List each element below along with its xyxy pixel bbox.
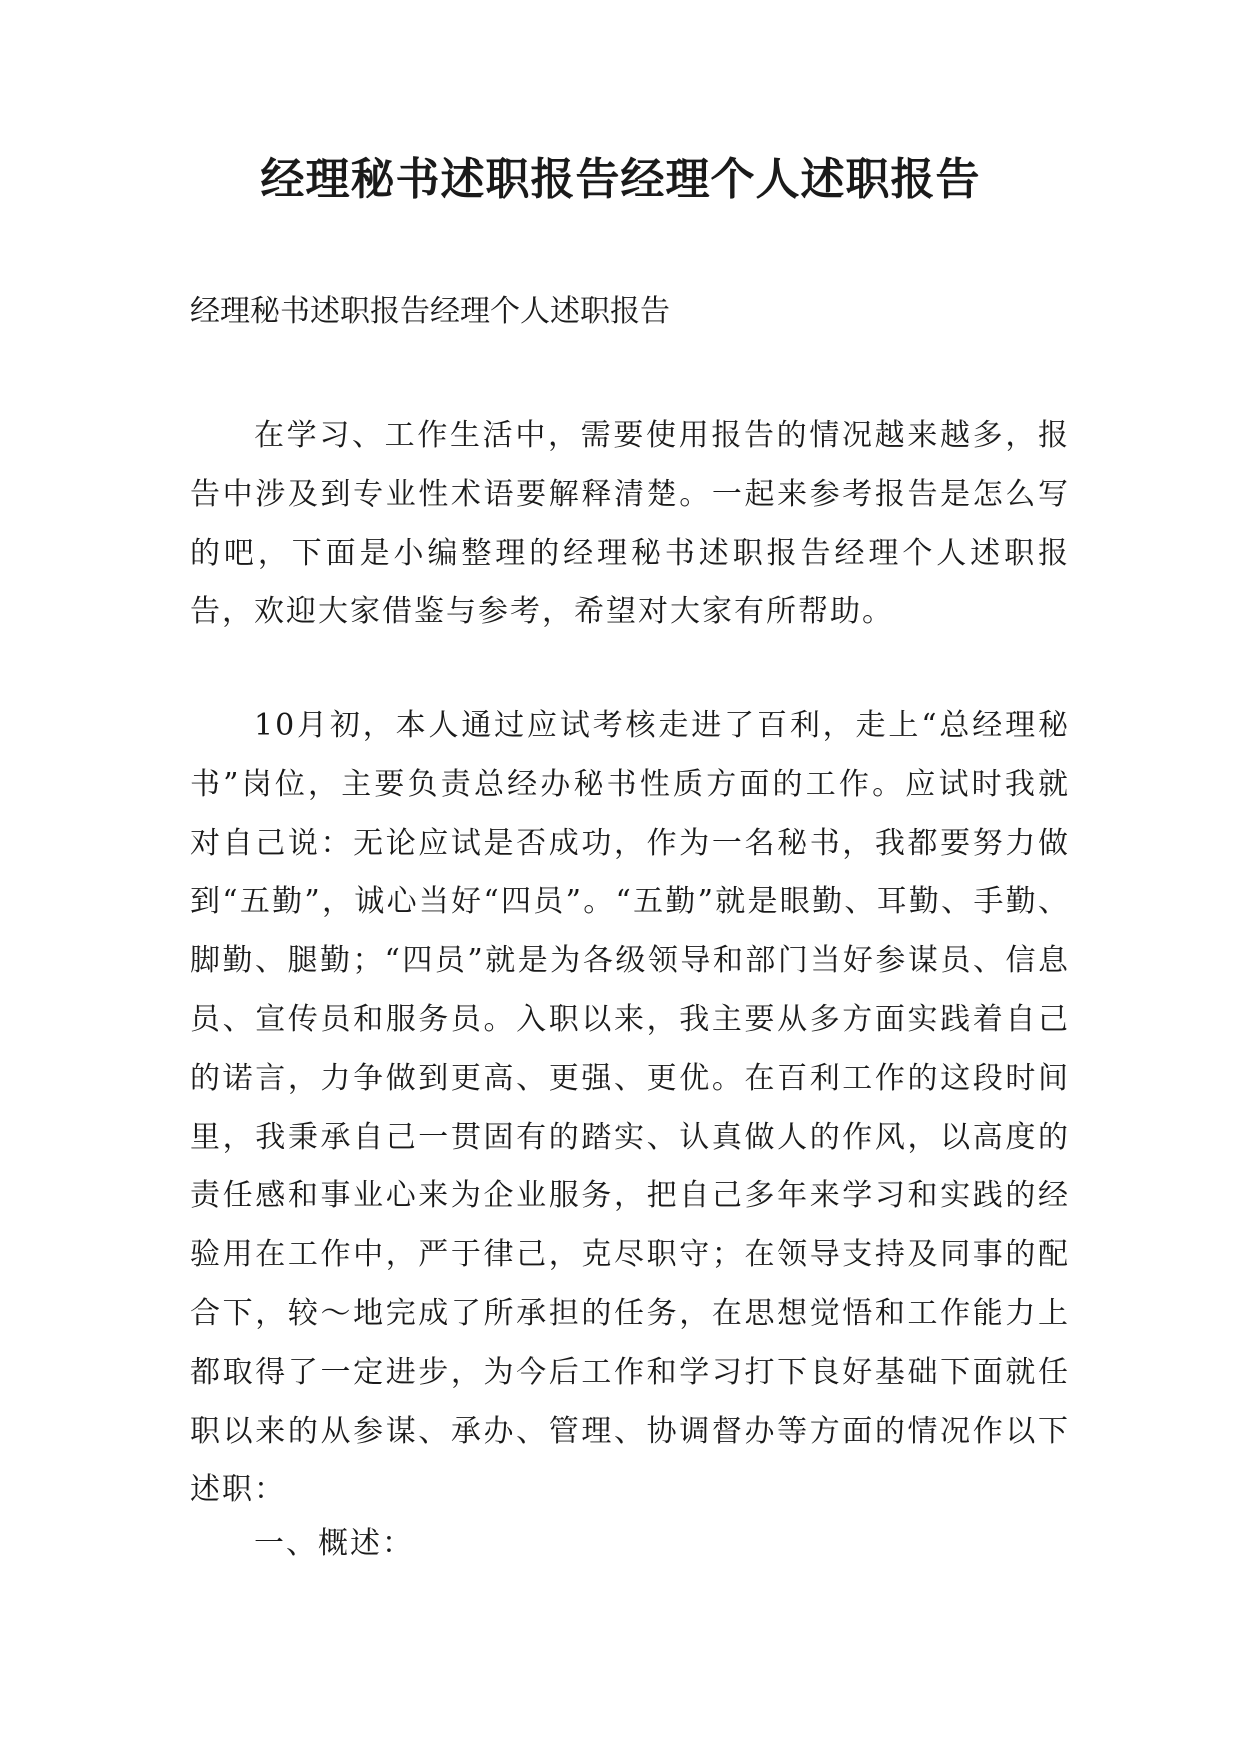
- body-paragraph: 10月初，本人通过应试考核走进了百利，走上“总经理秘书”岗位，主要负责总经办秘书性质方面的工作。应试时我就对自己说：无论应试是否成功，作为一名秘书，我都要努力做到“五勤”，诚心当好“四员”。“五勤”就是眼勤、耳勤、手勤、脚勤、腿勤；“四员”就是为各级领导和部门当好参谋员、信息员、宣传员和服务员。入职以来，我主要从多方面实践着自己的诺言，力争做到更高、更强、更优。在百利工作的这段时间里，我秉承自己一贯固有的踏实、认真做人的作风，以高度的责任感和事业心来为企业服务，把自己多年来学习和实践的经验用在工作中，严于律己，克尽职守；在领导支持及同事的配合下，较～地完成了所承担的任务，在思想觉悟和工作能力上都取得了一定进步，为今后工作和学习打下良好基础下面就任职以来的从参谋、承办、管理、协调督办等方面的情况作以下述职：: [190, 708, 1070, 1508]
- document-title: 经理秘书述职报告经理个人述职报告: [260, 154, 981, 205]
- document-subtitle: 经理秘书述职报告经理个人述职报告: [190, 294, 670, 329]
- section-heading: 一、概述：: [254, 1526, 414, 1561]
- intro-paragraph: 在学习、工作生活中，需要使用报告的情况越来越多，报告中涉及到专业性术语要解释清楚。一起来参考报告是怎么写的吧，下面是小编整理的经理秘书述职报告经理个人述职报告，欢迎大家借鉴与参考，希望对大家有所帮助。: [190, 418, 1070, 630]
